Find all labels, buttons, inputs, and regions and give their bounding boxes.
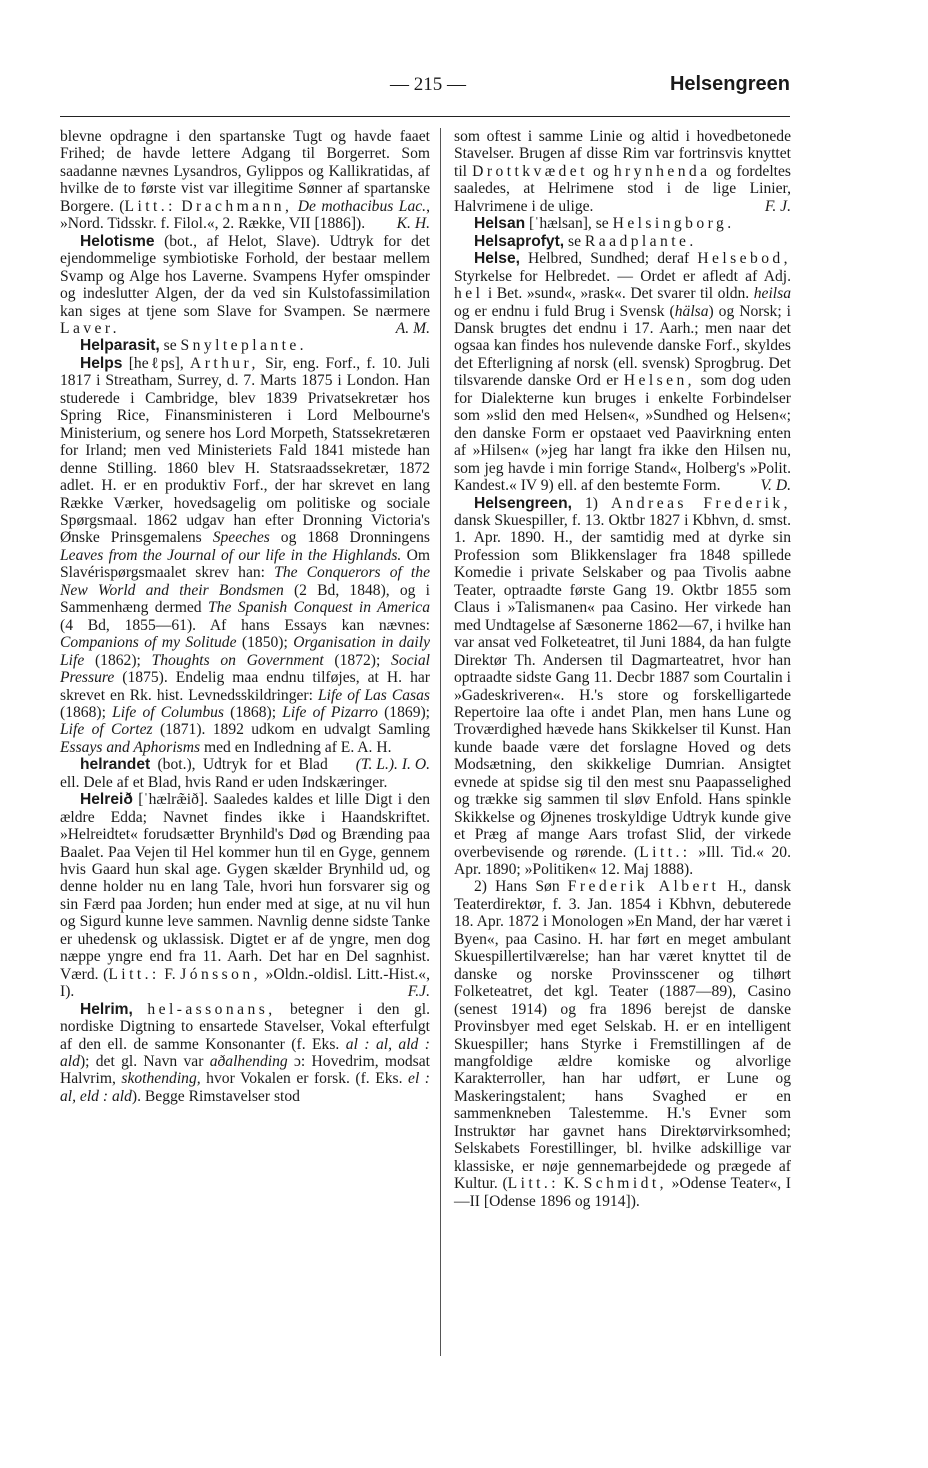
page-number: — 215 — bbox=[390, 74, 466, 95]
headword: Helps bbox=[80, 354, 123, 372]
author-signature: K. H. bbox=[396, 215, 430, 233]
entry-helsan: Helsan [ˈhælsan], se Helsingborg. bbox=[474, 215, 735, 233]
left-column bbox=[60, 128, 430, 1105]
author-signature: F.J. bbox=[407, 983, 430, 1001]
headword: Helsaprofyt, bbox=[474, 232, 565, 250]
headword: Helsengreen, bbox=[474, 494, 572, 512]
right-column bbox=[454, 128, 791, 1210]
author-signature: V. D. bbox=[760, 477, 791, 495]
author-signature: (T. L.). I. O. bbox=[355, 756, 430, 774]
entry-helsaprofyt: Helsaprofyt, se Raadplante. bbox=[474, 232, 697, 250]
entry-helsengreen-son: 2) Hans Søn Frederik Albert H., dansk Teaterdirektør, f. 3. Jan. 1854 i Kbhvn, debuterede 18. Apr. 1872 i Monologen »En Mand, der har været i Byen«, paa Casino. H. har ført en meget ambulant Skuespillertilværelse; han har været knyttet til de danske og norske Provinsscener og tilhørt Folketeatret, det kgl. Teater (1887—89), Casino (senest 1914) og fra 1896 berejst de danske Provinsbyer med eget Selskab. H. er en intelligent Skuespiller; hans Styrke i Fremstillingen af de mangfoldige ældre komiske og alvorlige Karakterroller, han har udført, er Lune og Maskeringstalent; hans Svaghed er en sammenkneben Talestemme. H.'s Evner som Instruktør har gavnet hans Direktørvirksomhed; Selskabets Forestillinger, bl. hvilke adskillige var klassiske, er nøje gennemarbejdede og prægede af Kultur. (Litt.: K. Schmidt, »Odense Teater«, I—II [Odense 1896 og 1914]). bbox=[454, 878, 792, 1210]
header-rule bbox=[60, 116, 790, 117]
headword: helrandet bbox=[80, 756, 151, 774]
entry-continuation: som oftest i samme Linie og altid i hovedbetonede Stavelser. Brugen af disse Rim var fortrinsvis knyttet til Drottkvædet og hrynhenda og fordeltes saaledes, at Helrimene stod i de lige Linier, Halvrimene i de ulige. F. J. bbox=[454, 128, 792, 215]
running-head: Helsengreen bbox=[669, 73, 790, 95]
column-divider bbox=[440, 128, 441, 1356]
entry-helsengreen: Helsengreen, 1) Andreas Frederik, dansk Skuespiller, f. 13. Oktbr 1827 i Kbhvn, d. smst. 1. Apr. 1890. H., der samtidig med at dyrke sin Profession som Blikkenslager fra 1848 spillede Komedie i private Selskaber og paa Tivolis aabne Teater, optraadte første Gang 19. Oktbr 1855 som Claus i »Talismanen« paa Casino. Her virkede han med Undtagelse af Sæsonerne 1862—67, i hvilke han var ansat ved Folketeatret, til Juni 1884, da han fulgte Direktør Th. Andersen til Dagmarteatret, hvor han optraadte sidste Gang 11. Decbr 1887 som Courtalin i »Gadeskriveren«. H.'s store og forskelligartede Repertoire laa ofte i andet Plan, men hans Lune og Troværdighed hævede hans Skikkelser til Kunst. Han kunde baade være det forslagne Hoved og dets Modsætning, den skikkelige Dumrian. Ansigtet evnede at spidse sig til den mest snu Paapasselighed og trække sig sammen til sløv Enfold. Hans spinkle Skikkelse og Øjnenes troskyldige Udtryk kunde give et Præg af mange Aars trofast Slid, der virkede overbevisende og rørende. (Litt.: »Ill. Tid.« 20. Apr. 1890; »Politiken« 12. Maj 1888). bbox=[454, 494, 791, 879]
entry-helse: Helse, Helbred, Sundhed; deraf Helsebod, Styrkelse for Helbredet. — Ordet er afledt af Adj. hel i Bet. »sund«, »rask«. Det svarer til oldn. heilsa og er endnu i fuld Brug i Svensk (hälsa) og Norsk; i Dansk brugtes det endnu i 17. Aarh.; men naar det ogsaa kan findes hos nulevende danske Forf., skyldes det Efterligning af norsk (ell. svensk) Sprogbrug. Det tilsvarende danske Ord er Helsen, som dog uden for Dialekterne kun bruges i enkelte Forbindelser som »slid den med Helsen«, »Sundhed og Helsen«; den danske Form er opstaaet ved Paavirkning enten af »Hilsen« (»jeg har langt fra ikke den Hilsen nu, som jeg havde i min forrige Stand«, Holberg's »Polit. Kandest.« IV 9) ell. af den bestemte Form. V. D. bbox=[454, 250, 791, 495]
page-header bbox=[60, 74, 790, 104]
entry-helreid: Helreið [ˈhælræ̃ið]. Saaledes kaldes et lille Digt i den ældre Edda; Navnet findes ikke i Haandskriftet. »Helreidtet« forudsætter Brynhild's Død og Brænding paa Baalet. Paa Vejen til Hel kommer hun til en Gyge, gennem hvis Gaard hun skal age. Gygen skælder Brynhild ud, og denne holder nu en lang Tale, hvori hun forsvarer sig og sin Færd paa Jorden; hun ender med at sige, at nu vil hun og Sigurd kunne leve sammen. Navnlig denne sidste Tanke er uhedensk og uklassisk. Digtet er af de yngre, men dog næppe yngre end fra 11. Aarh. Det har en Del sagnhist. Værd. (Litt.: F. Jónsson, »Oldn.-oldisl. Litt.-Hist.«, I). F.J. bbox=[60, 791, 430, 1001]
headword: Helrim, bbox=[80, 1000, 133, 1018]
author-signature: A. M. bbox=[395, 319, 430, 337]
headword: Helotisme bbox=[80, 232, 155, 250]
headword: Helsan bbox=[474, 215, 526, 233]
entry-helps: Helps [heℓps], Arthur, Sir, eng. Forf., f. 10. Juli 1817 i Streatham, Surrey, d. 7. Marts 1875 i London. Han studerede i Cambridge, blev 1839 Privatsekretær hos Spring Rice, Finansministeren i Lord Melbourne's Ministerium, og senere hos Lord Morpeth, Statssekretæren for Irland; men ved Ministeriets Fald 1841 mistede han denne Stilling. 1860 blev H. Statsraadssekretær, 1872 adlet. H. er en produktiv Forf., der har skrevet en lang Række Værker, hovedsagelig om politiske og sociale Spørgsmaal. 1862 udgav han efter Dronning Victoria's Ønske Prinsgemalens Speeches og 1868 Dronningens Leaves from the Journal of our life in the Highlands. Om Slavérispørgsmaalet skrev han: The Conquerors of the New World and their Bondsmen (2 Bd, 1848), og i Sammenhæng dermed The Spanish Conquest in America (4 Bd, 1855—61). Af hans Essays kan nævnes: Companions of my Solitude (1850); Organisation in daily Life (1862); Thoughts on Government (1872); Social Pressure (1875). Endelig maa endnu tilføjes, at H. har skrevet en Rk. hist. Levnedsskildringer: Life of Las Casas (1868); Life of Columbus (1868); Life of Pizarro (1869); Life of Cortez (1871). 1892 udkom en udvalgt Samling Essays and Aphorisms med en Indledning af E. A. H. (T. L.). I. O. bbox=[60, 354, 431, 774]
entry-helrim: Helrim, hel-assonans, betegner i den gl. nordiske Digtning to ensartede Stavelser, Vokal efterfulgt af den ell. de samme Konsonanter (f. Eks. al : al, ald : ald); det gl. Navn var aðalhending ɔ: Hovedrim, modsat Halvrim, skothending, hvor Vokalen er forsk. (f. Eks. el : al, eld : ald). Begge Rimstavelser stod bbox=[60, 1000, 430, 1105]
entry-helotisme: Helotisme (bot., af Helot, Slave). Udtryk for det ejendommelige symbiotiske Forhold, der bestaar mellem Svamp og Alge hos Laverne. Svampens Hyfer omspinder og indeslutter Algen, der da ved sin Kulstofassimilation kan siges at tjene som Slave for Svampen. Se nærmere Laver. A. M. bbox=[60, 232, 430, 337]
entry-helparasit: Helparasit, se Snylteplante. bbox=[80, 337, 308, 355]
entry-helrandet: helrandet (bot.), Udtryk for et Blad ell. Dele af et Blad, hvis Rand er uden Indskæringer. bbox=[60, 756, 388, 791]
headword: Helreið bbox=[80, 791, 133, 809]
author-signature: F. J. bbox=[764, 197, 791, 215]
entry-continuation: blevne opdragne i den spartanske Tugt og havde faaet Frihed; de havde lettere Adgang til Borgerret. Som saadanne nævnes Lysandros, Gylippos og Kallikratidas, af hvilke de to første vist var illegitime Sønner af spartanske Borgere. (Litt.: Drachmann, De mothacibus Lac., »Nord. Tidsskr. f. Filol.«, 2. Række, VII [1886]). K. H. bbox=[60, 128, 430, 233]
headword: Helse, bbox=[474, 250, 520, 268]
headword: Helparasit, bbox=[80, 337, 160, 355]
